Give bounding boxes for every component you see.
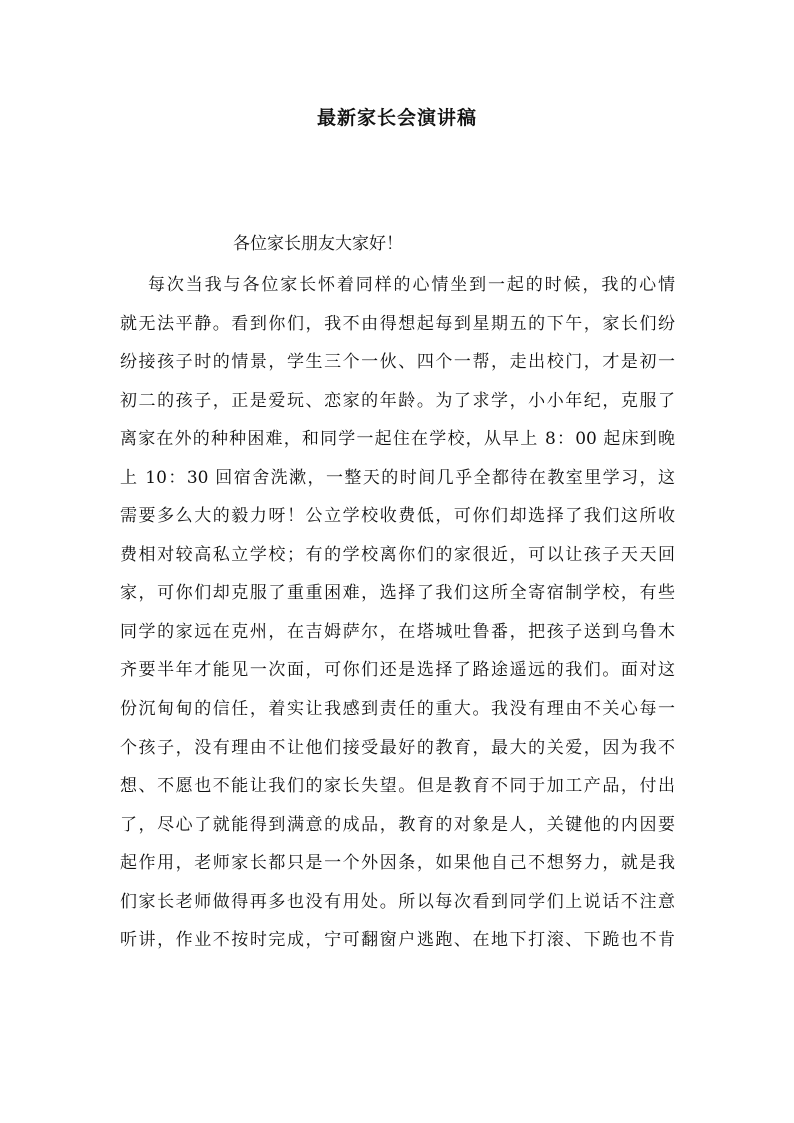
body-line: 们家长老师做得再多也没有用处。所以每次看到同学们上说话不注意 <box>120 891 675 912</box>
body-line: 纷接孩子时的情景，学生三个一伙、四个一帮，走出校门，才是初一 <box>120 352 675 373</box>
body-line: 初二的孩子，正是爱玩、恋家的年龄。为了求学，小小年纪，克服了 <box>120 390 675 411</box>
body-line: 了，尽心了就能得到满意的成品，教育的对象是人，关键他的内因要 <box>120 814 675 835</box>
body-line: 就无法平静。看到你们，我不由得想起每到星期五的下午，家长们纷 <box>120 313 675 334</box>
body-line: 听讲，作业不按时完成，宁可翻窗户逃跑、在地下打滚、下跪也不肯 <box>120 930 675 951</box>
body-line: 上 10：30 回宿舍洗漱，一整天的时间几乎全都待在教室里学习，这 <box>120 467 675 488</box>
speech-body <box>120 266 675 960</box>
body-line: 同学的家远在克州，在吉姆萨尔，在塔城吐鲁番，把孩子送到乌鲁木 <box>120 621 675 642</box>
greeting-line: 各位家长朋友大家好！ <box>233 234 403 254</box>
body-line: 费相对较高私立学校；有的学校离你们的家很近，可以让孩子天天回 <box>120 544 675 565</box>
body-line: 起作用，老师家长都只是一个外因条，如果他自己不想努力，就是我 <box>120 853 675 874</box>
body-line: 每次当我与各位家长怀着同样的心情坐到一起的时候，我的心情 <box>148 275 675 295</box>
body-line: 想、不愿也不能让我们的家长失望。但是教育不同于加工产品，付出 <box>120 776 675 797</box>
body-line: 份沉甸甸的信任，着实让我感到责任的重大。我没有理由不关心每一 <box>120 699 675 720</box>
body-line: 个孩子，没有理由不让他们接受最好的教育，最大的关爱，因为我不 <box>120 737 675 758</box>
body-line: 需要多么大的毅力呀！公立学校收费低，可你们却选择了我们这所收 <box>120 506 675 527</box>
document-title: 最新家长会演讲稿 <box>316 107 477 129</box>
body-line: 齐要半年才能见一次面，可你们还是选择了路途遥远的我们。面对这 <box>120 660 675 681</box>
body-line: 家，可你们却克服了重重困难，选择了我们这所全寄宿制学校，有些 <box>120 583 675 604</box>
body-line: 离家在外的种种困难，和同学一起住在学校，从早上 8：00 起床到晚 <box>120 429 675 450</box>
